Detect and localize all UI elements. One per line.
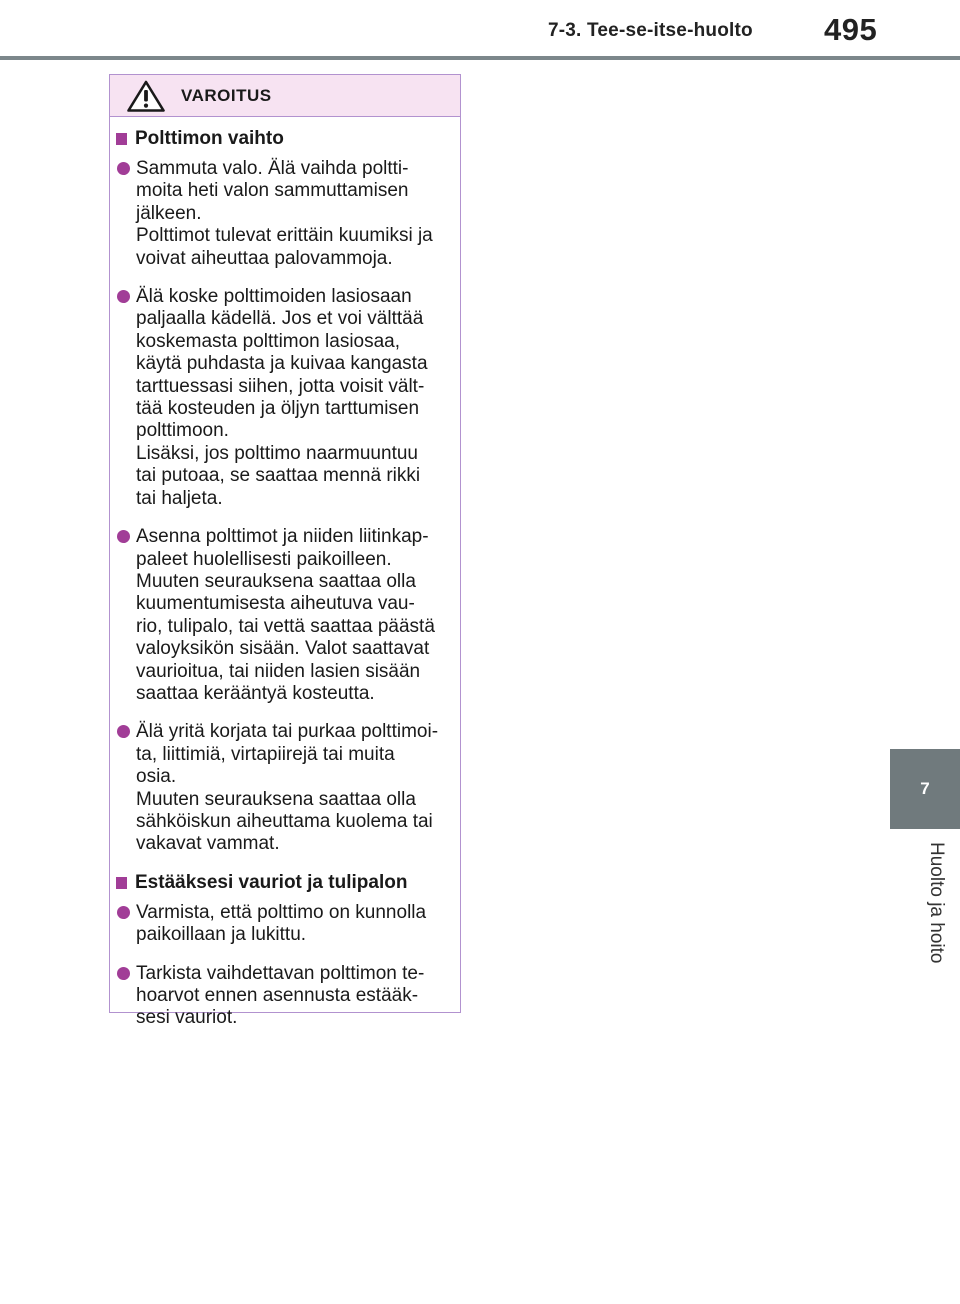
chapter-label: Huolto ja hoito bbox=[926, 842, 947, 964]
warning-header bbox=[110, 75, 460, 117]
list-item-text: Sammuta valo. Älä vaihda poltti- moita heti valon sammuttamisen jälkeen. Polttimot tulevat erittäin kuumiksi ja voivat aiheuttaa palovammoja. bbox=[136, 158, 433, 269]
round-bullet-icon bbox=[117, 967, 130, 980]
round-bullet-icon bbox=[117, 290, 130, 303]
section-heading-text: Polttimon vaihto bbox=[135, 128, 284, 149]
list-item bbox=[116, 963, 448, 1030]
round-bullet-icon bbox=[117, 906, 130, 919]
list-item-text: Älä koske polttimoiden lasiosaan paljaalla kädellä. Jos et voi välttää koskemasta polttimon lasiosaa, käytä puhdasta ja kuivaa kangasta tarttuessasi siihen, jotta voisit vält- tää kosteuden ja öljyn tarttumisen polttimoon. Lisäksi, jos polttimo naarmuuntuu tai putoaa, se saattaa mennä rikki tai haljeta. bbox=[136, 286, 428, 509]
list-item-text: Tarkista vaihdettavan polttimon te- hoarvot ennen asennusta estääk- sesi vauriot. bbox=[136, 962, 425, 1029]
list-item bbox=[116, 526, 448, 705]
list-item-text: Asenna polttimot ja niiden liitinkap- paleet huolellisesti paikoilleen. Muuten seurauksena saattaa olla kuumentumisesta aiheutuva vau- rio, tulipalo, tai vettä saattaa päästä valoyksikön sisään. Valot saattavat vaurioitua, tai niiden lasien sisään saattaa kerääntyä kosteutta. bbox=[136, 526, 435, 704]
section-title: 7-3. Tee-se-itse-huolto bbox=[548, 20, 753, 41]
section-heading bbox=[116, 872, 448, 894]
header-divider bbox=[0, 56, 960, 60]
page-number: 495 bbox=[824, 12, 878, 47]
round-bullet-icon bbox=[117, 725, 130, 738]
chapter-tab bbox=[890, 749, 960, 829]
list-item bbox=[116, 286, 448, 510]
round-bullet-icon bbox=[117, 530, 130, 543]
warning-content bbox=[110, 117, 460, 1030]
square-bullet-icon bbox=[116, 133, 127, 145]
list-item-text: Älä yritä korjata tai purkaa polttimoi- ta, liittimiä, virtapiirejä tai muita osia. Muuten seurauksena saattaa olla sähköiskun aiheuttama kuolema tai vakavat vammat. bbox=[136, 721, 439, 855]
section-heading-text: Estääksesi vauriot ja tulipalon bbox=[135, 871, 408, 893]
list-item bbox=[116, 902, 448, 947]
list-item bbox=[116, 158, 448, 270]
section-heading bbox=[116, 128, 448, 150]
square-bullet-icon bbox=[116, 877, 127, 889]
warning-box bbox=[109, 74, 461, 1029]
warning-triangle-icon bbox=[127, 80, 165, 112]
round-bullet-icon bbox=[117, 162, 130, 175]
chapter-number: 7 bbox=[920, 779, 930, 798]
warning-title: VAROITUS bbox=[181, 85, 272, 105]
list-item-text: Varmista, että polttimo on kunnolla paikoillaan ja lukittu. bbox=[136, 901, 427, 946]
list-item bbox=[116, 721, 448, 855]
